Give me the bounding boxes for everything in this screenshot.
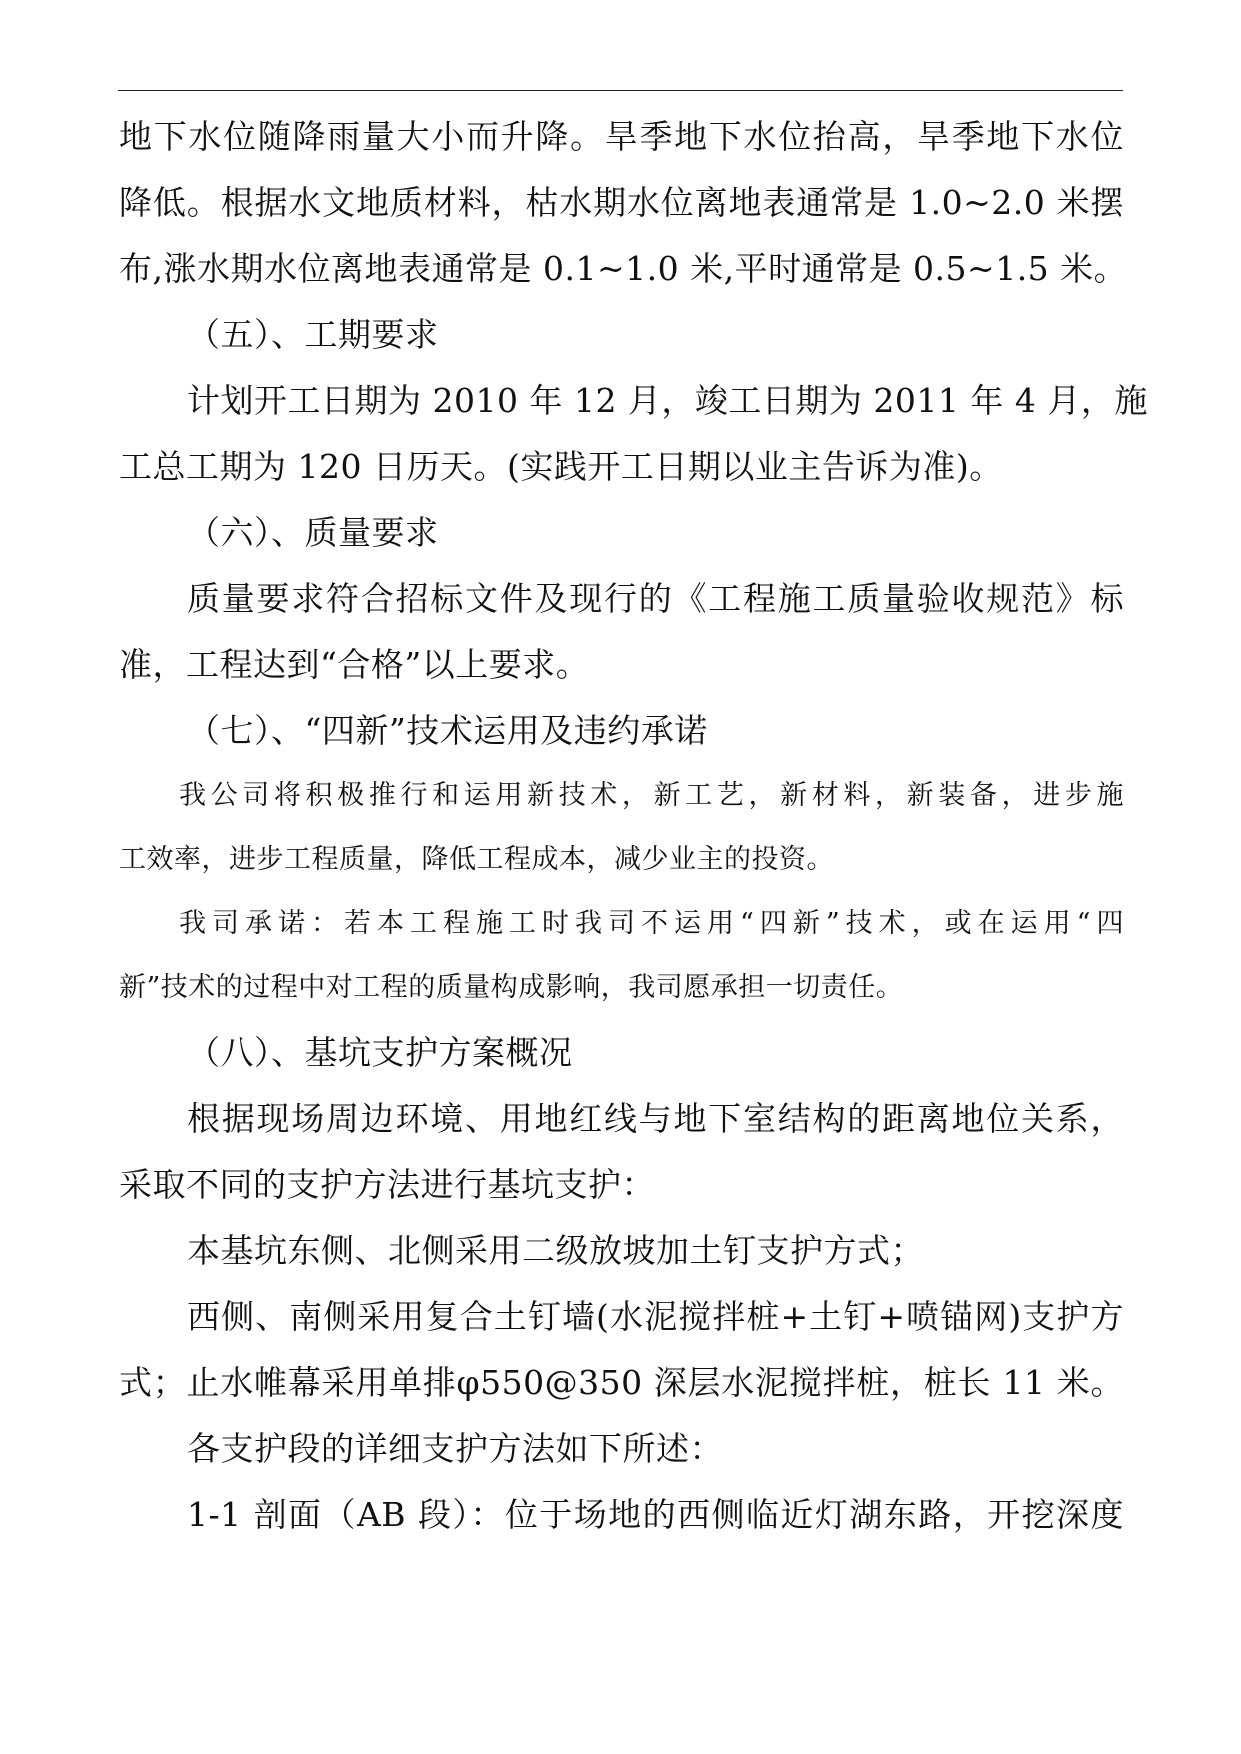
section-heading-8: （八）、基坑支护方案概况 — [187, 1033, 573, 1072]
text-line-5: 计划开工日期为 2010 年 12 月，竣工日期为 2011 年 4 月，施 — [187, 381, 1148, 420]
text-line-2: 降低。根据水文地质材料，枯水期水位离地表通常是 1.0~2.0 米摆 — [119, 183, 1124, 222]
text-line-8: 质量要求符合招标文件及现行的《工程施工质量验收规范》标 — [187, 579, 1124, 618]
text-line-19: 西侧、南侧采用复合土钉墙(水泥搅拌桩+土钉+喷锚网)支护方 — [187, 1297, 1124, 1336]
text-line-6: 工总工期为 120 日历天。(实践开工日期以业主告诉为准)。 — [119, 447, 1003, 486]
text-line-20: 式；止水帷幕采用单排φ550@350 深层水泥搅拌桩，桩长 11 米。 — [119, 1363, 1124, 1402]
text-line-17: 采取不同的支护方法进行基坑支护： — [119, 1165, 655, 1204]
text-line-1: 地下水位随降雨量大小而升降。旱季地下水位抬高，旱季地下水位 — [119, 117, 1124, 156]
text-line-14: 新”技术的过程中对工程的质量构成影响，我司愿承担一切责任。 — [119, 972, 904, 1003]
text-line-9: 准，工程达到“合格”以上要求。 — [119, 645, 590, 684]
text-line-12: 工效率，进步工程质量，降低工程成本，减少业主的投资。 — [119, 844, 834, 875]
text-line-3: 布,涨水期水位离地表通常是 0.1~1.0 米,平时通常是 0.5~1.5 米。 — [119, 249, 1128, 288]
text-line-21: 各支护段的详细支护方法如下所述： — [187, 1429, 723, 1468]
header-rule — [118, 90, 1123, 91]
text-line-16: 根据现场周边环境、用地红线与地下室结构的距离地位关系， — [187, 1099, 1124, 1138]
text-line-22: 1-1 剖面（AB 段）：位于场地的西侧临近灯湖东路，开挖深度 — [187, 1495, 1124, 1534]
text-line-11: 我公司将积极推行和运用新技术，新工艺，新材料，新装备，进步施 — [179, 780, 1124, 811]
section-heading-6: （六）、质量要求 — [187, 513, 439, 552]
section-heading-5: （五）、工期要求 — [187, 315, 439, 354]
document-page — [119, 104, 1148, 1548]
text-line-18: 本基坑东侧、北侧采用二级放坡加土钉支护方式； — [187, 1231, 924, 1270]
section-heading-7: （七）、“四新”技术运用及违约承诺 — [187, 711, 708, 750]
text-line-13: 我司承诺：若本工程施工时我司不运用“四新”技术，或在运用“四 — [179, 908, 1124, 939]
